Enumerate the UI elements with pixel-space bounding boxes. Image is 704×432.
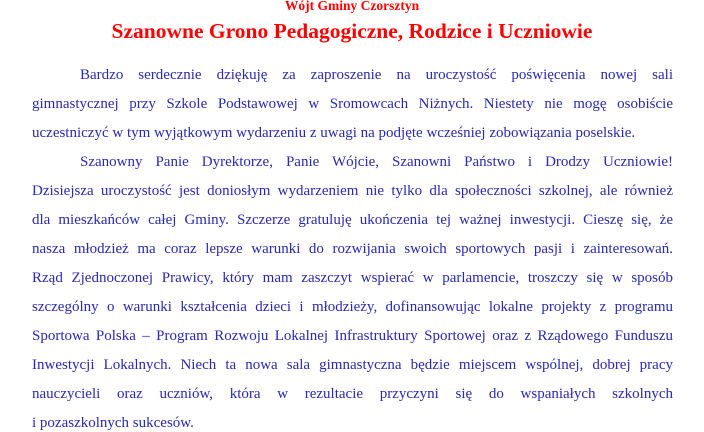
letter-line: gimnastycznej przy Szkole Podstawowej w Sromowcach Niżnych. Niestety nie mogę osobiście	[32, 96, 673, 112]
letter-line: Bardzo serdecznie dziękuję za zaproszenie na uroczystość poświęcenia nowej sali	[80, 67, 673, 83]
letter-line: uczestniczyć w tym wyjątkowym wydarzeniu z uwagi na podjęte wcześniej zobowiązania poselskie.	[32, 125, 636, 141]
letter-line: Inwestycji Lokalnych. Niech ta nowa sala gimnastyczna będzie miejscem wspólnej, dobrej pracy	[32, 357, 673, 373]
letter-header	[0, 0, 704, 43]
letter-line: Dzisiejsza uroczystość jest doniosłym wydarzeniem nie tylko dla społeczności szkolnej, ale również	[32, 183, 673, 199]
letter-line: Szanowny Panie Dyrektorze, Panie Wójcie, Szanowni Państwo i Drodzy Uczniowie!	[80, 154, 673, 170]
letter-body	[32, 61, 673, 432]
letter-line: dla mieszkańców całej Gminy. Szczerze gratuluję ukończenia tej ważnej inwestycji. Cieszę się, że	[32, 212, 673, 228]
salutation-heading: Szanowne Grono Pedagogiczne, Rodzice i Uczniowie	[111, 19, 593, 43]
letter-line: Sportowa Polska – Program Rozwoju Lokalnej Infrastruktury Sportowej oraz z Rządowego Funduszu	[32, 328, 673, 344]
letter-line: nasza młodzież ma coraz lepsze warunki do rozwijania swoich sportowych pasji i zainteresowań.	[32, 241, 673, 257]
letter-line: i pozaszkolnych sukcesów.	[32, 415, 194, 431]
sender-title: Wójt Gminy Czorsztyn	[284, 0, 420, 13]
letter-line: nauczycieli oraz uczniów, która w rezultacie przyczyni się do wspaniałych szkolnych	[32, 386, 673, 402]
letter-line: Rząd Zjednoczonej Prawicy, który mam zaszczyt wspierać w parlamencie, troszczy się w sposób	[32, 270, 673, 286]
letter-line: szczególny o warunki kształcenia dzieci i młodzieży, dofinansowując lokalne projekty z programu	[32, 299, 673, 315]
